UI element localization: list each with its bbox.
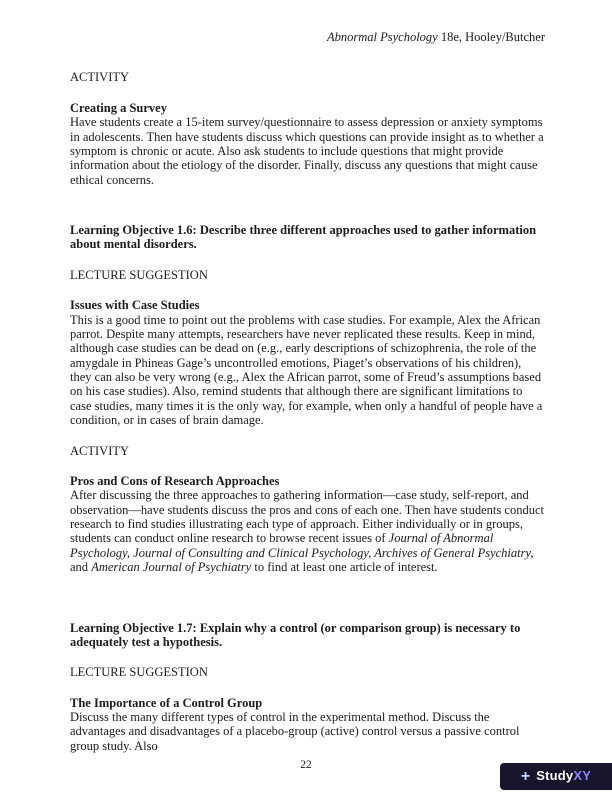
paragraph-issues-with-case-studies: This is a good time to point out the problems with case studies. For example, Alex the African parrot. Despite many attempts, researchers have never replicated these results. Keep in mind, although case studies can be dead on (e.g., early descriptions of schizophrenia, the role of the amygdale in Phineas Gage’s uncontrolled emotions, Piaget’s observations of his children), they can also be very wrong (e.g., Alex the African parrot, some of Freud’s assumptions based on his case studies). Also, remind students that although there are significant limitations to case studies, many times it is the only way, for example, when only a handful of people have a condition, or in cases of brain damage. [70,312,543,428]
heading-control-group: The Importance of a Control Group [70,695,263,710]
paragraph-creating-a-survey: Have students create a 15-item survey/questionnaire to assess depression or anxiety symptoms in adolescents. Then have students discuss which questions can provide insight as to whether a symptom is chronic or acute. Also ask students to include questions that might provide information about the etiology of the disorder. Finally, discuss any questions that might cause ethical concerns. [70,115,544,187]
section-pros-and-cons [70,474,545,575]
plus-icon: + [520,767,531,785]
learning-objective-1-6: Learning Objective 1.6: Describe three different approaches used to gather information about mental disorders. [70,223,537,252]
activity-label-1: ACTIVITY [70,70,130,85]
pros-segment-0: After discussing the three approaches to gathering information—case study, self-report, and observation—have students discuss the pros and cons of each one. Then have students conduct research to find studies illustrating each type of approach. Either individually or in groups, students can conduct online research to browse recent issues of [70,488,544,546]
brand-study: Study [536,768,574,784]
heading-pros-and-cons: Pros and Cons of Research Approaches [70,473,280,488]
header-book-title: Abnormal Psychology [326,30,438,44]
studyxy-logo-text [536,769,591,784]
lecture-suggestion-label-2: LECTURE SUGGESTION [70,665,208,680]
heading-issues-with-case-studies: Issues with Case Studies [70,298,200,313]
learning-objective-1-7: Learning Objective 1.7: Explain why a control (or comparison group) is necessary to adequately test a hypothesis. [70,620,521,649]
section-creating-a-survey [70,101,545,187]
heading-creating-a-survey: Creating a Survey [70,100,167,115]
pros-segment-journals: Journal of Abnormal Psychology, Journal of Consulting and Clinical Psychology, Archives of General Psychiatry, [70,531,534,560]
pros-segment-journal-psychiatry: American Journal of Psychiatry [91,560,252,575]
header-edition: 18e, Hooley/Butcher [437,30,545,44]
studyxy-badge[interactable] [500,763,612,790]
paragraph-pros-and-cons [70,488,545,574]
activity-label-2: ACTIVITY [70,443,130,458]
page-number: 22 [300,758,312,771]
pros-segment-end: to find at least one article of interest. [251,560,438,575]
section-control-group [70,696,545,754]
brand-xy: XY [573,768,592,784]
pros-segment-and: and [70,560,92,575]
section-issues-with-case-studies [70,298,545,427]
lecture-suggestion-label-1: LECTURE SUGGESTION [70,267,208,282]
paragraph-control-group: Discuss the many different types of control in the experimental method. Discuss the advantages and disadvantages of a placebo-group (active) control versus a passive control group study. Also [70,710,520,753]
running-header [70,30,545,44]
